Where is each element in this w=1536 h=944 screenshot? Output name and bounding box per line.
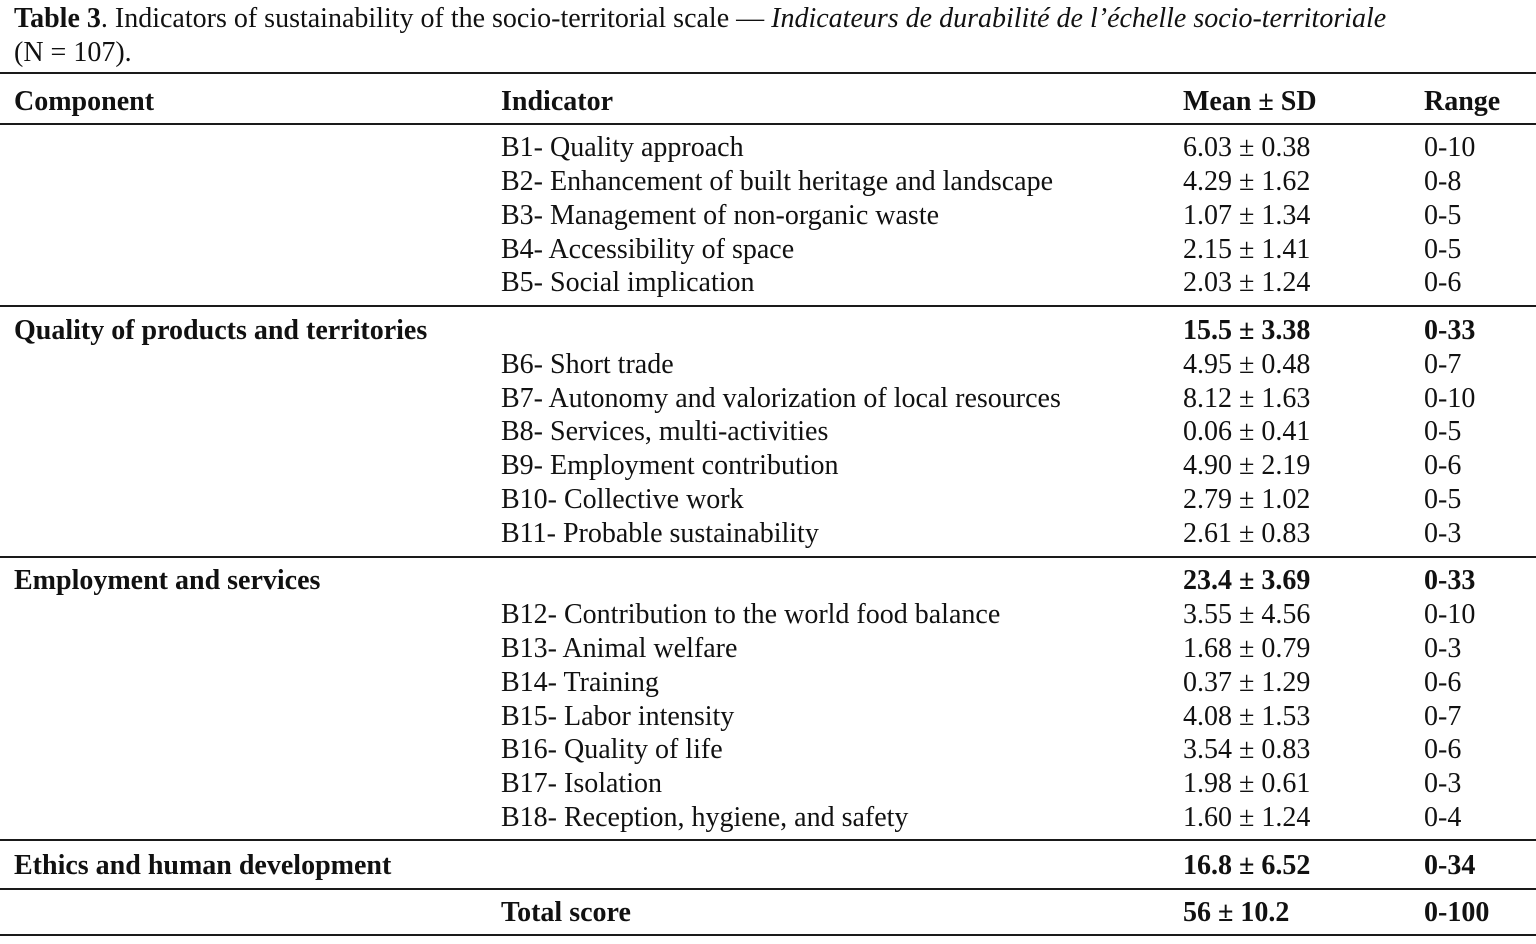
cell-range: 0-5 (1424, 416, 1462, 447)
cell-mean: 2.61 ± 0.83 (1183, 518, 1311, 549)
cell-mean: 23.4 ± 3.69 (1183, 565, 1311, 596)
caption-text: . Indicators of sustainability of the socio-territorial scale — (100, 3, 772, 34)
cell-range: 0-3 (1424, 518, 1462, 549)
cell-indicator: B6- Short trade (501, 349, 674, 380)
cell-mean: 4.29 ± 1.62 (1183, 166, 1311, 197)
cell-indicator: B12- Contribution to the world food balance (501, 599, 1001, 630)
group-rule (0, 305, 1536, 307)
table-row (0, 733, 1536, 767)
cell-mean: 4.95 ± 0.48 (1183, 349, 1311, 380)
group-rule (0, 839, 1536, 841)
caption-tail: (N = 107). (14, 37, 132, 68)
cell-mean: 1.98 ± 0.61 (1183, 768, 1311, 799)
cell-indicator: B2- Enhancement of built heritage and landscape (501, 166, 1054, 197)
table-row (0, 131, 1536, 165)
cell-range: 0-6 (1424, 734, 1462, 765)
cell-range: 0-3 (1424, 633, 1462, 664)
cell-mean: 56 ± 10.2 (1183, 897, 1290, 928)
cell-mean: 4.90 ± 2.19 (1183, 450, 1311, 481)
cell-mean: 3.54 ± 0.83 (1183, 734, 1311, 765)
component-total-row (0, 564, 1536, 598)
cell-range: 0-8 (1424, 166, 1462, 197)
cell-range: 0-10 (1424, 383, 1476, 414)
cell-range: 0-5 (1424, 234, 1462, 265)
cell-mean: 2.03 ± 1.24 (1183, 267, 1311, 298)
cell-range: 0-6 (1424, 267, 1462, 298)
table-row (0, 517, 1536, 551)
cell-indicator: B7- Autonomy and valorization of local resources (501, 383, 1061, 414)
cell-indicator: Total score (501, 897, 631, 928)
cell-range: 0-10 (1424, 599, 1476, 630)
header-rule (0, 123, 1536, 125)
caption-french: Indicateurs de durabilité de l’échelle socio-territoriale (771, 3, 1387, 34)
total-rule (0, 888, 1536, 890)
cell-range: 0-34 (1424, 850, 1476, 881)
component-total-row (0, 849, 1536, 883)
cell-range: 0-4 (1424, 802, 1462, 833)
table-row (0, 415, 1536, 449)
header-indicator: Indicator (501, 86, 613, 117)
cell-indicator: B18- Reception, hygiene, and safety (501, 802, 909, 833)
cell-mean: 16.8 ± 6.52 (1183, 850, 1311, 881)
header-range: Range (1424, 86, 1501, 117)
cell-range: 0-33 (1424, 565, 1476, 596)
cell-range: 0-100 (1424, 897, 1490, 928)
table-row (0, 165, 1536, 199)
table-header (0, 85, 1536, 119)
cell-indicator: B10- Collective work (501, 484, 744, 515)
bottom-rule (0, 934, 1536, 936)
cell-mean: 6.03 ± 0.38 (1183, 132, 1311, 163)
cell-range: 0-7 (1424, 349, 1462, 380)
cell-mean: 1.68 ± 0.79 (1183, 633, 1311, 664)
cell-mean: 15.5 ± 3.38 (1183, 315, 1311, 346)
cell-range: 0-33 (1424, 315, 1476, 346)
table-row (0, 666, 1536, 700)
header-component: Component (14, 86, 155, 117)
cell-indicator: B1- Quality approach (501, 132, 744, 163)
cell-indicator: B3- Management of non-organic waste (501, 200, 940, 231)
cell-component: Ethics and human development (14, 850, 392, 881)
cell-component: Quality of products and territories (14, 315, 428, 346)
cell-range: 0-5 (1424, 200, 1462, 231)
cell-mean: 8.12 ± 1.63 (1183, 383, 1311, 414)
table-row (0, 449, 1536, 483)
cell-range: 0-6 (1424, 450, 1462, 481)
cell-mean: 1.60 ± 1.24 (1183, 802, 1311, 833)
cell-indicator: B11- Probable sustainability (501, 518, 819, 549)
table-row (0, 632, 1536, 666)
cell-indicator: B17- Isolation (501, 768, 662, 799)
table-row (0, 598, 1536, 632)
table-row (0, 348, 1536, 382)
table-caption (14, 2, 1530, 70)
cell-mean: 1.07 ± 1.34 (1183, 200, 1311, 231)
cell-range: 0-5 (1424, 484, 1462, 515)
table-row (0, 382, 1536, 416)
cell-indicator: B9- Employment contribution (501, 450, 839, 481)
table-row (0, 767, 1536, 801)
cell-range: 0-6 (1424, 667, 1462, 698)
table-row (0, 801, 1536, 835)
cell-indicator: B8- Services, multi-activities (501, 416, 829, 447)
cell-component: Employment and services (14, 565, 321, 596)
group-rule (0, 556, 1536, 558)
cell-indicator: B14- Training (501, 667, 659, 698)
cell-mean: 4.08 ± 1.53 (1183, 701, 1311, 732)
table-row (0, 266, 1536, 300)
header-mean: Mean ± SD (1183, 86, 1317, 117)
table-row (0, 700, 1536, 734)
cell-indicator: B4- Accessibility of space (501, 234, 795, 265)
cell-indicator: B16- Quality of life (501, 734, 723, 765)
cell-mean: 2.15 ± 1.41 (1183, 234, 1311, 265)
table-row (0, 483, 1536, 517)
table-row (0, 199, 1536, 233)
caption-label: Table 3 (14, 3, 101, 34)
component-total-row (0, 314, 1536, 348)
total-score-row (0, 896, 1536, 930)
cell-indicator: B15- Labor intensity (501, 701, 735, 732)
cell-mean: 0.37 ± 1.29 (1183, 667, 1311, 698)
cell-mean: 2.79 ± 1.02 (1183, 484, 1311, 515)
cell-indicator: B5- Social implication (501, 267, 755, 298)
top-rule (0, 72, 1536, 74)
cell-indicator: B13- Animal welfare (501, 633, 738, 664)
cell-range: 0-3 (1424, 768, 1462, 799)
cell-mean: 3.55 ± 4.56 (1183, 599, 1311, 630)
table-row (0, 233, 1536, 267)
cell-range: 0-7 (1424, 701, 1462, 732)
cell-mean: 0.06 ± 0.41 (1183, 416, 1311, 447)
cell-range: 0-10 (1424, 132, 1476, 163)
